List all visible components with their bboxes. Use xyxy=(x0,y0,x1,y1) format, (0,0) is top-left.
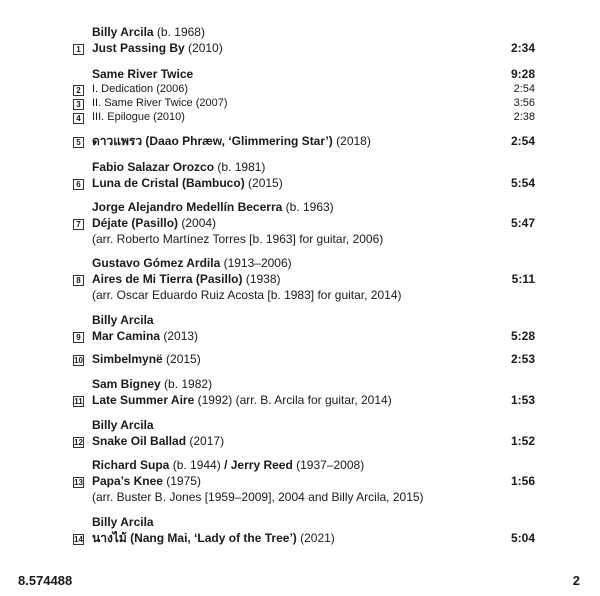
track-title-line xyxy=(92,41,223,56)
track-number: 10 xyxy=(74,356,83,365)
track-number: 2 xyxy=(73,85,84,96)
track-number: 3 xyxy=(73,99,84,110)
composer-dates: (b. 1982) xyxy=(160,377,213,391)
track-year: (2021) xyxy=(296,531,335,545)
composer-dates: (b. 1981) xyxy=(214,160,266,174)
track-number: 11 xyxy=(74,397,83,406)
track-title: นางไม้ (Nang Mai, ‘Lady of the Tree’) xyxy=(92,531,297,545)
track-title-line xyxy=(92,272,281,287)
track-year: (2015) xyxy=(162,352,201,366)
catalog-number: 8.574488 xyxy=(18,573,73,588)
composer-line xyxy=(92,160,265,175)
arrangement-note: (arr. Roberto Martínez Torres [b. 1963] for guitar, 2006) xyxy=(92,232,384,246)
composer-name: Sam Bigney xyxy=(92,377,161,391)
movement-title: I. Dedication (2006) xyxy=(92,83,188,95)
movement-duration: 2:38 xyxy=(513,111,535,123)
track-duration: 2:53 xyxy=(510,352,535,366)
track-duration: 1:53 xyxy=(510,393,535,407)
page-number: 2 xyxy=(572,573,580,588)
composer-name: Jorge Alejandro Medellín Becerra xyxy=(92,200,283,214)
composer-line xyxy=(92,200,334,215)
track-title: ดาวแพรว (Daao Phræw, ‘Glimmering Star’) xyxy=(92,134,333,148)
track-year: (2004) xyxy=(178,216,217,230)
track-title-line xyxy=(92,474,201,489)
track-year: (1992) (arr. B. Arcila for guitar, 2014) xyxy=(194,393,392,407)
composer-name: Billy Arcila xyxy=(92,515,154,529)
composer-dates: (1937–2008) xyxy=(292,458,365,472)
track-title: Snake Oil Ballad xyxy=(92,434,187,448)
composer-name: Jerry Reed xyxy=(230,458,293,472)
track-title-line xyxy=(92,352,201,367)
track-title: Déjate (Pasillo) xyxy=(92,216,179,230)
composer-line xyxy=(92,377,212,392)
movement-title: III. Epilogue (2010) xyxy=(92,111,185,123)
composer-name: Billy Arcila xyxy=(92,313,154,327)
track-number: 14 xyxy=(74,535,83,544)
track-duration: 1:56 xyxy=(510,474,535,488)
track-year: (1938) xyxy=(242,272,281,286)
composer-name: Gustavo Gómez Ardila xyxy=(92,256,221,270)
track-duration: 5:04 xyxy=(510,531,535,545)
track-number: 8 xyxy=(73,275,84,286)
track-duration: 5:28 xyxy=(510,329,535,343)
track-duration: 2:34 xyxy=(510,41,535,55)
track-title-line xyxy=(92,393,392,408)
track-duration: 1:52 xyxy=(510,434,535,448)
composer-name: Billy Arcila xyxy=(92,418,154,432)
composer-dates: (b. 1963) xyxy=(282,200,334,214)
track-year: (2013) xyxy=(160,329,199,343)
arrangement-note: (arr. Oscar Eduardo Ruiz Acosta [b. 1983] for guitar, 2014) xyxy=(92,288,402,302)
track-year: (2018) xyxy=(332,134,371,148)
arrangement-note: (arr. Buster B. Jones [1959–2009], 2004 and Billy Arcila, 2015) xyxy=(92,490,424,504)
track-title-line xyxy=(92,134,371,149)
movement-duration: 2:54 xyxy=(513,83,535,95)
track-duration: 5:11 xyxy=(511,272,535,286)
suite-duration: 9:28 xyxy=(510,67,535,81)
track-number: 7 xyxy=(73,219,84,230)
composer-separator: / xyxy=(220,458,231,472)
composer-line xyxy=(92,458,364,473)
track-title-line xyxy=(92,434,224,449)
track-duration: 2:54 xyxy=(510,134,535,148)
composer-dates: (b. 1944) xyxy=(169,458,221,472)
track-title: Luna de Cristal (Bambuco) xyxy=(92,176,245,190)
track-title-line xyxy=(92,531,335,546)
composer-name: Richard Supa xyxy=(92,458,170,472)
composer-line xyxy=(92,256,292,271)
track-title: Papa’s Knee xyxy=(92,474,163,488)
track-title-line xyxy=(92,216,216,231)
composer-line xyxy=(92,25,205,40)
track-number: 12 xyxy=(74,438,83,447)
track-title: Mar Camina xyxy=(92,329,161,343)
composer-dates: (1913–2006) xyxy=(220,256,292,270)
track-title-line xyxy=(92,329,198,344)
track-year: (2017) xyxy=(186,434,225,448)
track-year: (1975) xyxy=(162,474,201,488)
track-number: 1 xyxy=(73,44,84,55)
track-number: 4 xyxy=(73,113,84,124)
track-title: Late Summer Aire xyxy=(92,393,195,407)
movement-duration: 3:56 xyxy=(513,97,535,109)
suite-title: Same River Twice xyxy=(92,67,194,81)
composer-name: Billy Arcila xyxy=(92,25,154,39)
track-duration: 5:47 xyxy=(510,216,535,230)
track-number: 5 xyxy=(73,137,84,148)
track-year: (2015) xyxy=(244,176,283,190)
movement-title: II. Same River Twice (2007) xyxy=(92,97,228,109)
composer-name: Fabio Salazar Orozco xyxy=(92,160,215,174)
track-number: 13 xyxy=(74,478,83,487)
track-title: Just Passing By xyxy=(92,41,185,55)
track-number: 9 xyxy=(73,332,84,343)
track-title: Aires de Mi Tierra (Pasillo) xyxy=(92,272,243,286)
track-title-line xyxy=(92,176,283,191)
track-number: 6 xyxy=(73,179,84,190)
track-year: (2010) xyxy=(184,41,223,55)
track-title: Simbelmynë xyxy=(92,352,163,366)
track-duration: 5:54 xyxy=(510,176,535,190)
composer-dates: (b. 1968) xyxy=(153,25,205,39)
